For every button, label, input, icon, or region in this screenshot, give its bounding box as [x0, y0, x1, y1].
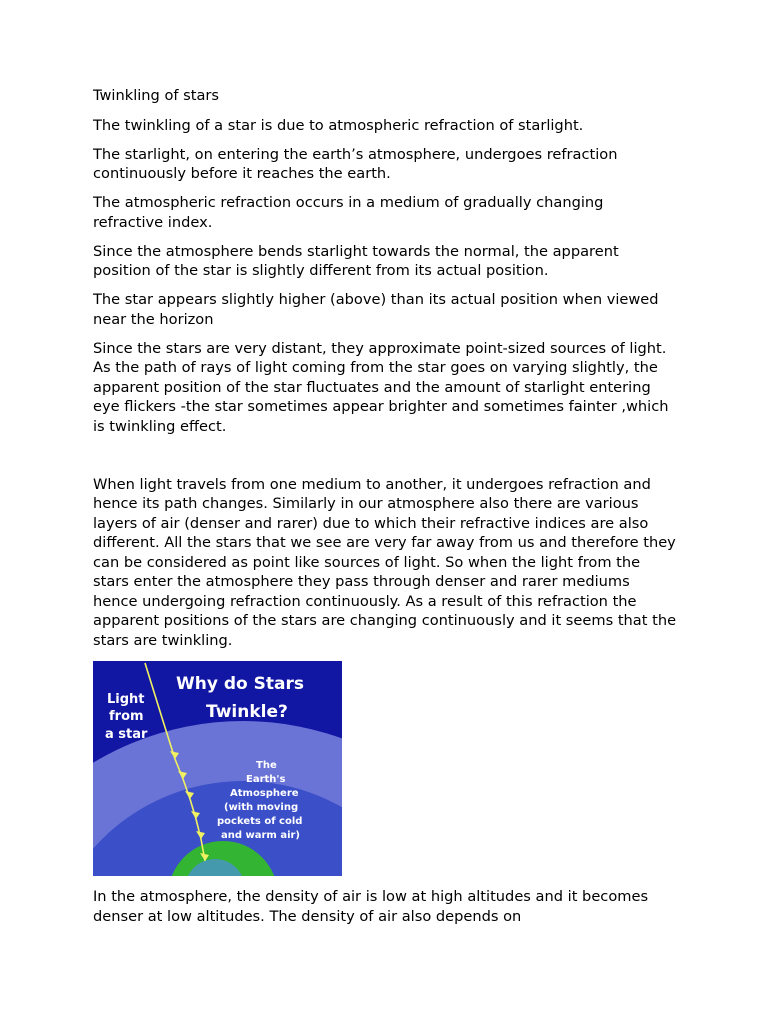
figure-illustration [93, 661, 342, 876]
paragraph: The starlight, on entering the earth’s atmosphere, undergoes refraction continuously before it reaches the earth. [93, 145, 618, 182]
paragraph: The atmospheric refraction occurs in a medium of gradually changing refractive index. [93, 194, 604, 231]
atmosphere-label-line: (with moving [224, 802, 299, 813]
figure-title-line: Twinkle? [206, 702, 288, 722]
atmosphere-label-line: pockets of cold [217, 816, 303, 827]
document-title: Twinkling of stars [93, 87, 220, 104]
light-label-line: from [109, 709, 144, 724]
paragraph: The twinkling of a star is due to atmospheric refraction of starlight. [93, 116, 584, 134]
twinkling-stars-figure [93, 661, 342, 876]
paragraph: In the atmosphere, the density of air is low at high altitudes and it becomes denser at low altitudes. The density of air also depends on [93, 888, 649, 925]
atmosphere-label-line: and warm air) [221, 830, 301, 841]
atmosphere-label-line: Atmosphere [230, 788, 299, 799]
light-label-line: a star [105, 727, 148, 742]
document-page [93, 86, 678, 936]
paragraph: The star appears slightly higher (above) than its actual position when viewed near the horizon [93, 291, 659, 328]
paragraph: Since the atmosphere bends starlight towards the normal, the apparent position of the star is slightly different from its actual position. [93, 242, 619, 279]
atmosphere-label-line: Earth's [246, 774, 286, 785]
paragraph: When light travels from one medium to another, it undergoes refraction and hence its path changes. Similarly in our atmosphere also there are various layers of air (denser and rarer) due to which their refractive indices are also different. All the stars that we see are very far away from us and therefore they can be considered as point like sources of light. So when the light from the stars enter the atmosphere they pass through denser and rarer mediums hence undergoing refraction continuously. As a result of this refraction the apparent positions of the stars are changing continuously and it seems that the stars are twinkling. [93, 475, 677, 649]
figure-title-line: Why do Stars [176, 674, 304, 694]
light-label-line: Light [107, 692, 145, 707]
blank-line [93, 446, 678, 475]
paragraph: Since the stars are very distant, they approximate point-sized sources of light. As the path of rays of light coming from the star goes on varying slightly, the apparent position of the star fluctuates and the amount of starlight entering eye flickers -the star sometimes appear brighter and sometimes fainter ,which is twinkling effect. [93, 339, 669, 435]
atmosphere-label-line: The [256, 760, 277, 771]
